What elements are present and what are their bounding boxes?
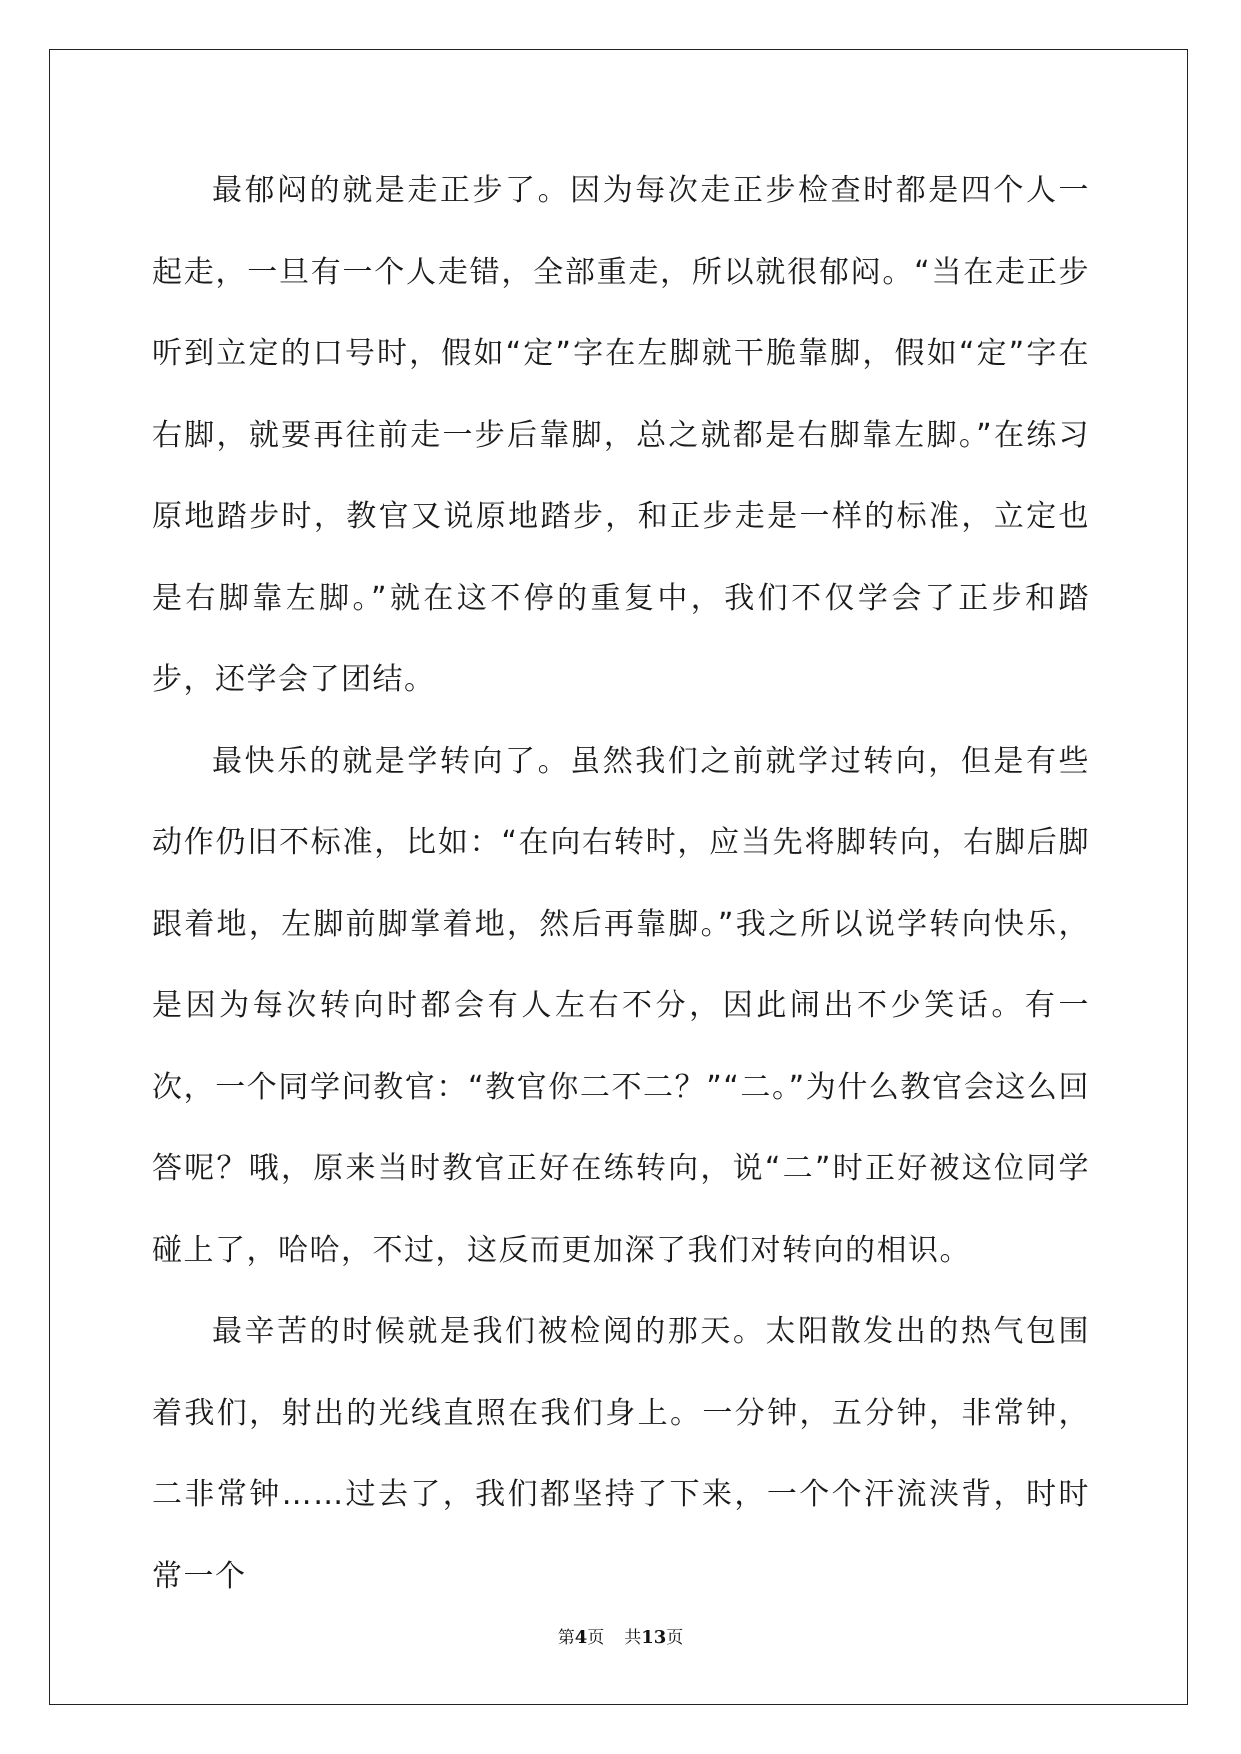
paragraph-1: 最郁闷的就是走正步了。因为每次走正步检查时都是四个人一起走，一旦有一个人走错，全部重走，所以就很郁闷。“当在走正步听到立定的口号时，假如“定”字在左脚就干脆靠脚，假如“定”字在右脚，就要再往前走一步后靠脚，总之就都是右脚靠左脚。”在练习原地踏步时，教官又说原地踏步，和正步走是一样的标准，立定也是右脚靠左脚。”就在这不停的重复中，我们不仅学会了正步和踏步，还学会了团结。 [152, 173, 1090, 697]
current-page-number: 4 [574, 1627, 588, 1648]
paragraph-3: 最辛苦的时候就是我们被检阅的那天。太阳散发出的热气包围着我们，射出的光线直照在我们身上。一分钟，五分钟，非常钟，二非常钟……过去了，我们都坚持了下来，一个个汗流浃背，时时常一个 [152, 1314, 1090, 1594]
paragraph-2: 最快乐的就是学转向了。虽然我们之前就学过转向，但是有些动作仍旧不标准，比如：“在向右转时，应当先将脚转向，右脚后脚跟着地，左脚前脚掌着地，然后再靠脚。”我之所以说学转向快乐，是因为每次转向时都会有人左右不分，因此闹出不少笑话。有一次，一个同学问教官：“教官你二不二？”“二。”为什么教官会这么回答呢？哦，原来当时教官正好在练转向，说“二”时正好被这位同学碰上了，哈哈，不过，这反而更加深了我们对转向的相识。 [152, 743, 1090, 1268]
total-page-number: 13 [641, 1627, 667, 1648]
page-footer [0, 1623, 1241, 1648]
footer-total-suffix: 页 [666, 1628, 684, 1648]
footer-total-prefix: 共 [624, 1628, 642, 1648]
footer-prefix: 第 [557, 1628, 575, 1648]
document-body [152, 150, 1090, 1617]
footer-page-suffix: 页 [587, 1628, 605, 1648]
